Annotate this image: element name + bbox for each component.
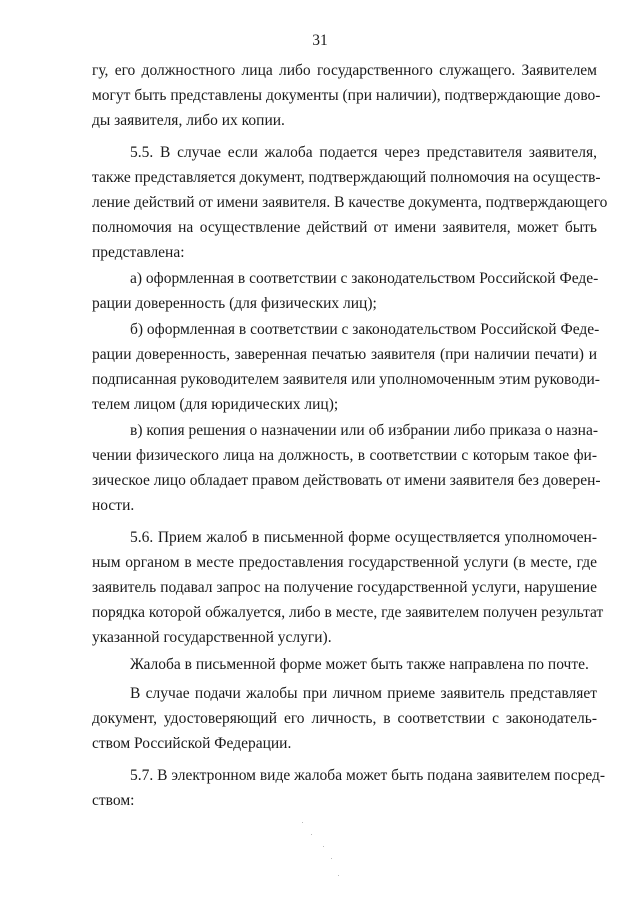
text-line: б) оформленная в соответствии с законодательством Российской Феде- <box>130 321 600 338</box>
text-line: также представляется документ, подтверждающий полномочия на осуществ- <box>92 169 601 186</box>
text-line: ным органом в месте предоставления государственной услуги (в месте, где <box>92 554 597 571</box>
text-line: 5.6. Прием жалоб в письменной форме осуществляется уполномочен- <box>130 529 597 546</box>
text-line: в) копия решения о назначении или об избрании либо приказа о назна- <box>130 422 598 439</box>
text-line: ление действий от имени заявителя. В качестве документа, подтверждающего <box>92 194 608 211</box>
text-line: ством Российской Федерации. <box>92 735 292 752</box>
text-line: рации доверенность (для физических лиц); <box>92 295 377 312</box>
text-line: подписанная руководителем заявителя или уполномоченным этим руководи- <box>92 371 600 388</box>
text-line: могут быть представлены документы (при наличии), подтверждающие дово- <box>92 87 601 104</box>
text-line: указанной государственной услуги). <box>92 629 332 646</box>
scan-speck <box>331 858 332 859</box>
text-line: В случае подачи жалобы при личном приеме заявитель представляет <box>130 685 597 702</box>
text-line: документ, удостоверяющий его личность, в соответствии с законодатель- <box>92 710 597 727</box>
text-line: а) оформленная в соответствии с законодательством Российской Феде- <box>130 270 599 287</box>
scan-speck <box>323 846 324 847</box>
text-line: ды заявителя, либо их копии. <box>92 112 285 129</box>
text-line: зическое лицо обладает правом действовать от имени заявителя без доверен- <box>92 472 601 489</box>
scan-speck <box>311 834 312 835</box>
text-line: рации доверенность, заверенная печатью заявителя (при наличии печати) и <box>92 346 597 363</box>
text-line: ством: <box>92 792 135 809</box>
text-line: представлена: <box>92 244 185 261</box>
page-number: 31 <box>312 32 328 49</box>
text-line: чении физического лица на должность, в соответствии с которым такое фи- <box>92 447 597 464</box>
text-line: гу, его должностного лица либо государственного служащего. Заявителем <box>92 62 597 79</box>
text-line: ности. <box>92 497 135 514</box>
text-line: 5.7. В электронном виде жалоба может быть подана заявителем посред- <box>130 767 606 784</box>
text-line: порядка которой обжалуется, либо в месте, где заявителем получен результат <box>92 604 604 621</box>
text-line: 5.5. В случае если жалоба подается через представителя заявителя, <box>130 144 597 161</box>
text-line: заявитель подавал запрос на получение государственной услуги, нарушение <box>92 579 597 596</box>
text-line: полномочия на осуществление действий от имени заявителя, может быть <box>92 219 597 236</box>
scan-speck <box>302 822 303 823</box>
text-line: телем лицом (для юридических лиц); <box>92 396 339 413</box>
scan-speck <box>338 875 339 876</box>
text-line: Жалоба в письменной форме может быть также направлена по почте. <box>130 656 589 673</box>
